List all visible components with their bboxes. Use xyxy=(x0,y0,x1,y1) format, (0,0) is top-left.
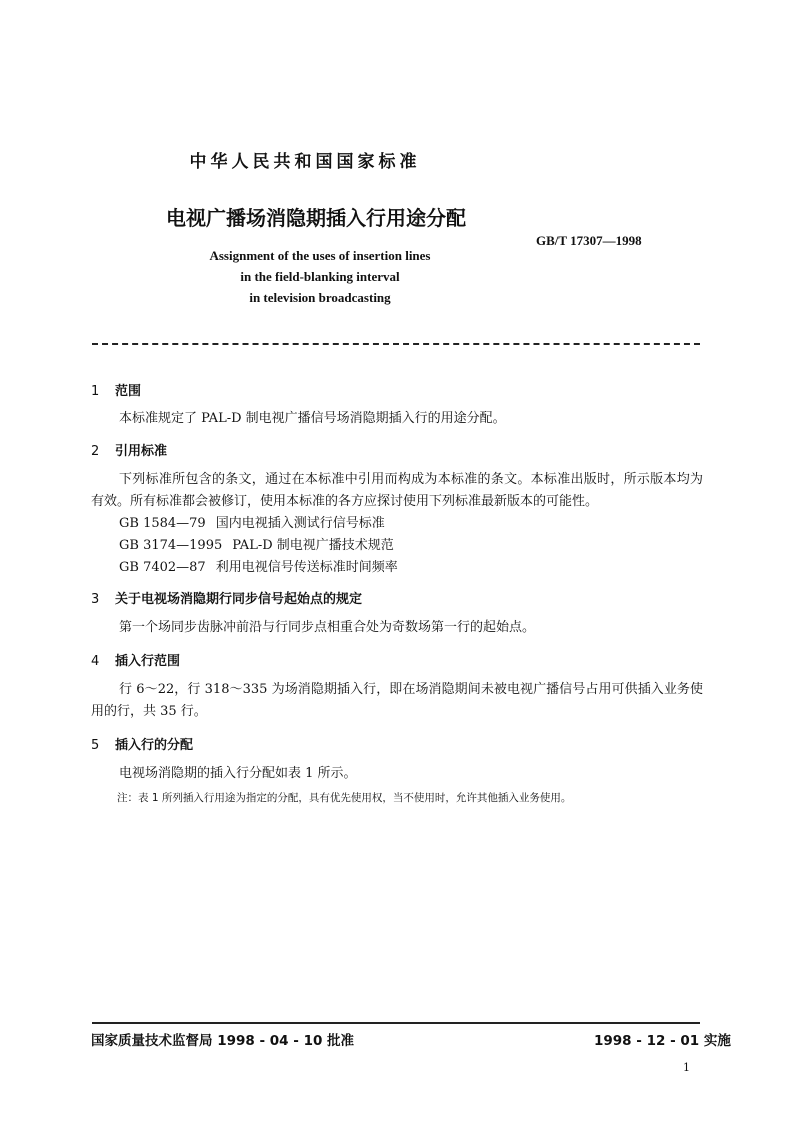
document-title-en xyxy=(180,245,460,308)
section-title: 引用标准 xyxy=(115,444,168,459)
section-5-paragraph: 电视场消隐期的插入行分配如表 1 所示。 xyxy=(119,766,357,781)
section-title: 插入行范围 xyxy=(115,654,181,669)
reference-title: PAL-D 制电视广播技术规范 xyxy=(232,538,394,553)
reference-item xyxy=(119,535,394,557)
approval-line: 国家质量技术监督局 1998 - 04 - 10 批准 xyxy=(91,1033,355,1049)
reference-code: GB 7402—87 xyxy=(119,560,206,575)
title-en-line: in television broadcasting xyxy=(249,290,391,305)
page-number: 1 xyxy=(683,1061,690,1074)
section-number: 4 xyxy=(91,654,100,669)
title-en-line: Assignment of the uses of insertion lines xyxy=(209,248,431,263)
section-2-heading xyxy=(91,440,167,459)
section-4-heading xyxy=(91,650,180,669)
document-title-cn: 电视广播场消隐期插入行用途分配 xyxy=(166,206,466,230)
section-number: 5 xyxy=(91,738,100,753)
reference-item xyxy=(119,557,398,579)
section-1-paragraph: 本标准规定了 PAL-D 制电视广播信号场消隐期插入行的用途分配。 xyxy=(119,411,506,426)
section-title: 插入行的分配 xyxy=(115,738,194,753)
section-number: 2 xyxy=(91,444,100,459)
implementation-line: 1998 - 12 - 01 实施 xyxy=(594,1033,731,1049)
section-3-heading xyxy=(91,588,362,607)
standard-number: GB/T 17307—1998 xyxy=(536,233,642,248)
section-number: 1 xyxy=(91,384,100,399)
section-1-heading xyxy=(91,380,141,399)
section-2-paragraph: 下列标准所包含的条文，通过在本标准中引用而构成为本标准的条文。本标准出版时，所示版本均为有效。所有标准都会被修订，使用本标准的各方应探讨使用下列标准最新版本的可能性。 xyxy=(91,472,703,509)
section-4-paragraph: 行 6～22，行 318～335 为场消隐期插入行，即在场消隐期间未被电视广播信号占用可供插入业务使用的行，共 35 行。 xyxy=(91,682,703,719)
section-5-note: 注：表 1 所列插入行用途为指定的分配，具有优先使用权，当不使用时，允许其他插入业务使用。 xyxy=(117,792,572,804)
title-en-line: in the field-blanking interval xyxy=(240,269,400,284)
reference-code: GB 1584—79 xyxy=(119,516,206,531)
section-5-heading xyxy=(91,734,193,753)
section-title: 范围 xyxy=(115,384,142,399)
reference-title: 国内电视插入测试行信号标准 xyxy=(215,516,385,531)
footer-divider xyxy=(92,1022,700,1024)
reference-item xyxy=(119,513,385,535)
section-title: 关于电视场消隐期行同步信号起始点的规定 xyxy=(115,592,363,607)
reference-title: 利用电视信号传送标准时间频率 xyxy=(215,560,398,575)
reference-code: GB 3174—1995 xyxy=(119,538,223,553)
national-standard-heading: 中华人民共和国国家标准 xyxy=(189,152,421,172)
header-divider xyxy=(92,343,700,345)
section-3-paragraph: 第一个场同步齿脉冲前沿与行同步点相重合处为奇数场第一行的起始点。 xyxy=(119,620,536,635)
section-number: 3 xyxy=(91,592,100,607)
